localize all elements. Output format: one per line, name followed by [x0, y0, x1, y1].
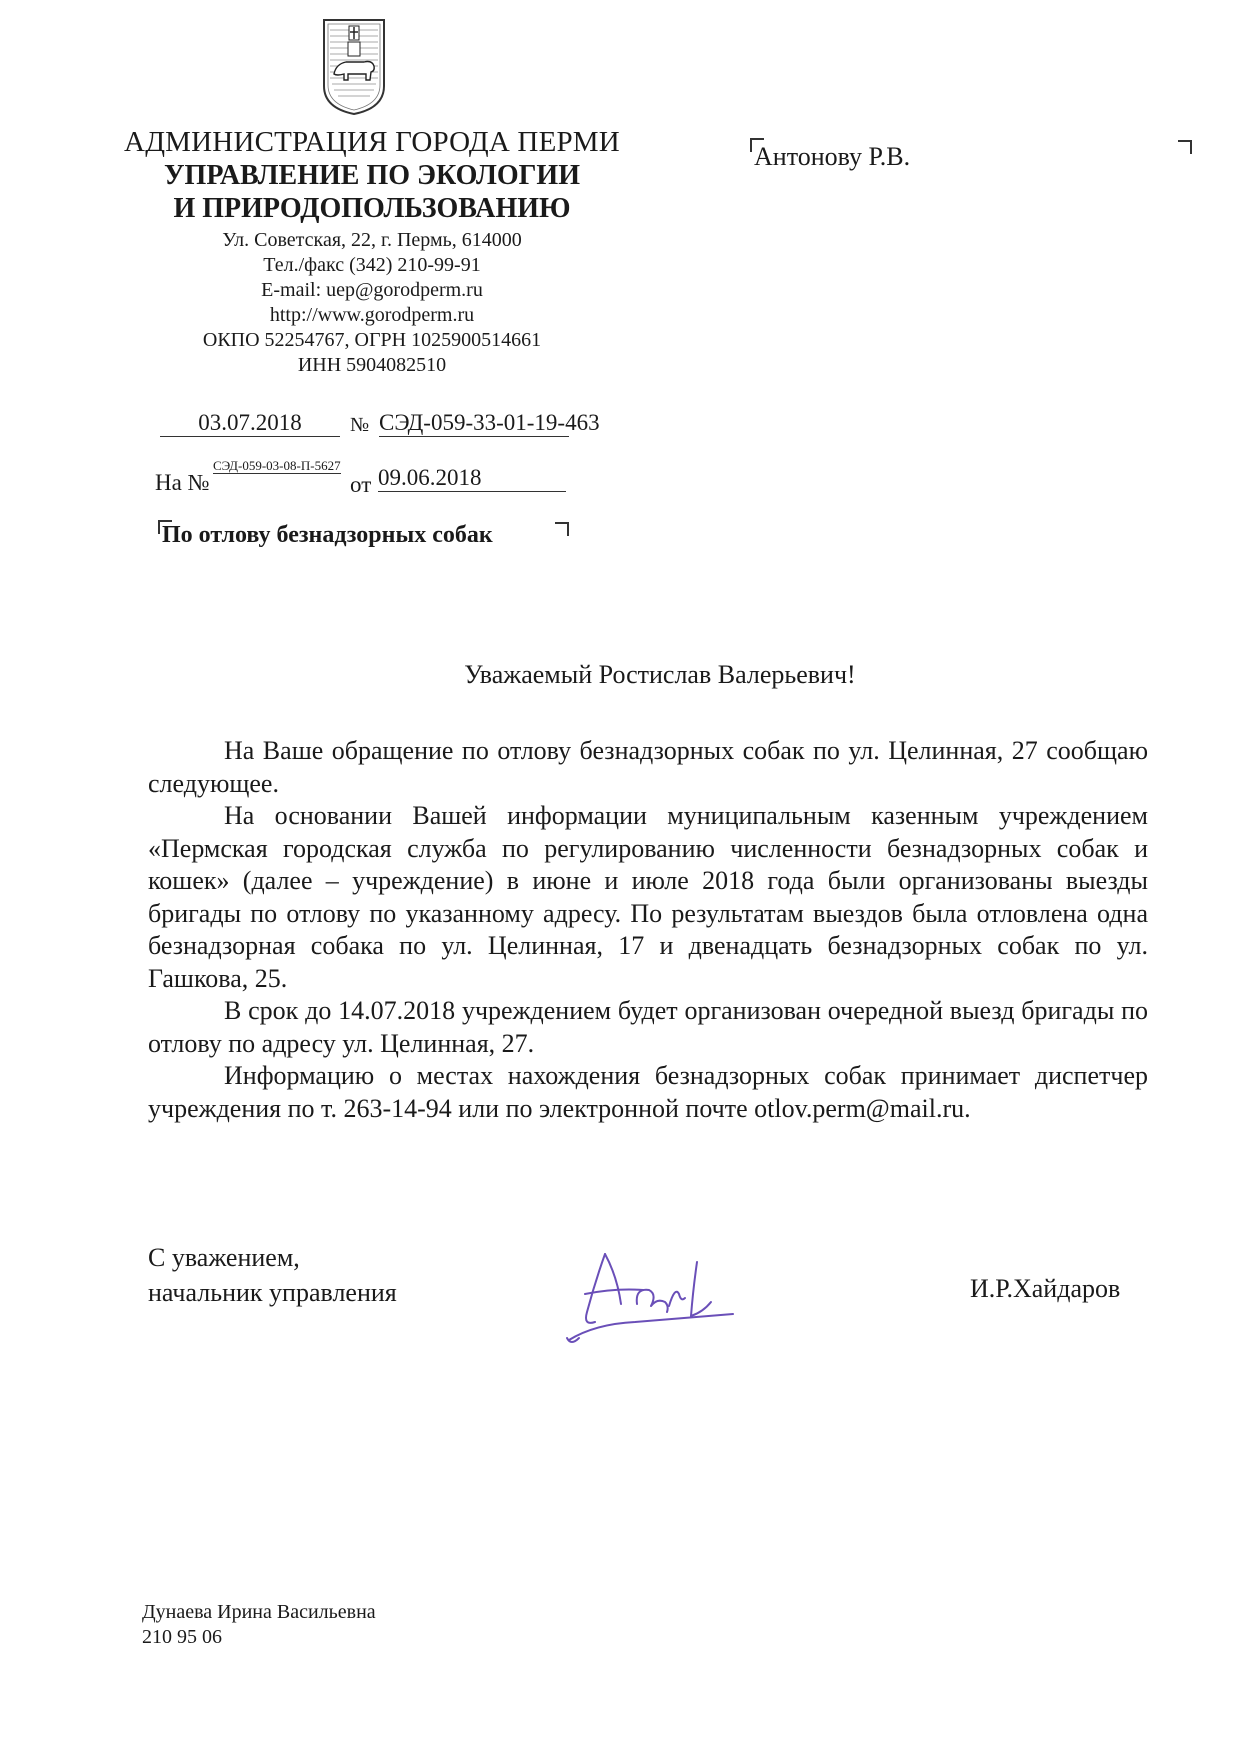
registration-number-label: № [350, 414, 370, 436]
department-title-line1: УПРАВЛЕНИЕ ПО ЭКОЛОГИИ [163, 160, 580, 191]
closing-phrase: С уважением, [148, 1243, 300, 1272]
executor-phone: 210 95 06 [142, 1626, 222, 1648]
organization-title: АДМИНИСТРАЦИЯ ГОРОДА ПЕРМИ [124, 126, 620, 158]
signature-icon [565, 1242, 755, 1352]
body-paragraph: На основании Вашей информации муниципальным казенным учреждением «Пермская городская служба по регулированию численности безнадзорных собак и кошек» (далее – учреждение) в июне и июле 2018 года были организованы выезды бригады по отлову по указанному адресу. По результатам выездов была отловлена одна безнадзорная собака по ул. Целинная, 17 и двенадцать безнадзорных собак по ул. Гашкова, 25. [148, 801, 1148, 993]
signer-position: начальник управления [148, 1278, 397, 1307]
body-paragraph: В срок до 14.07.2018 учреждением будет организован очередной выезд бригады по отлову по адресу ул. Целинная, 27. [148, 996, 1148, 1058]
org-inn: ИНН 5904082510 [297, 354, 447, 376]
addressee: Антонову Р.В. [754, 142, 911, 171]
reference-date: 09.06.2018 [378, 465, 566, 492]
body-paragraph: Информацию о местах нахождения безнадзорных собак принимает диспетчер учреждения по т. 263-14-94 или по электронной почте otlov.perm@mail.ru. [148, 1061, 1148, 1123]
org-email: E-mail: uep@gorodperm.ru [261, 279, 483, 301]
org-phone: Тел./факс (342) 210-99-91 [263, 254, 481, 276]
executor-block [142, 1600, 376, 1650]
org-address: Ул. Советская, 22, г. Пермь, 614000 [222, 229, 522, 251]
closing-block [148, 1240, 397, 1310]
registration-date: 03.07.2018 [160, 410, 340, 437]
reference-from-label: от [350, 472, 372, 497]
registration-number: СЭД-059-33-01-19-463 [379, 410, 600, 435]
coat-of-arms-icon [320, 16, 388, 116]
executor-name: Дунаева Ирина Васильевна [142, 1601, 376, 1623]
salutation: Уважаемый Ростислав Валерьевич! [464, 660, 856, 689]
letter-body [148, 735, 1148, 1125]
department-title-line2: И ПРИРОДОПОЛЬЗОВАНИЮ [173, 193, 571, 224]
signer-name: И.Р.Хайдаров [970, 1274, 1121, 1303]
addressee-corner-right [1178, 140, 1192, 154]
body-paragraph: На Ваше обращение по отлову безнадзорных собак по ул. Целинная, 27 сообщаю следующее. [148, 736, 1148, 798]
subject: По отлову безнадзорных собак [162, 522, 493, 548]
reference-number: СЭД-059-03-08-П-5627 [213, 458, 341, 473]
subject-corner-right [555, 522, 569, 536]
org-codes: ОКПО 52254767, ОГРН 1025900514661 [202, 329, 542, 351]
org-website: http://www.gorodperm.ru [269, 304, 475, 326]
reference-label: На № [155, 470, 210, 495]
